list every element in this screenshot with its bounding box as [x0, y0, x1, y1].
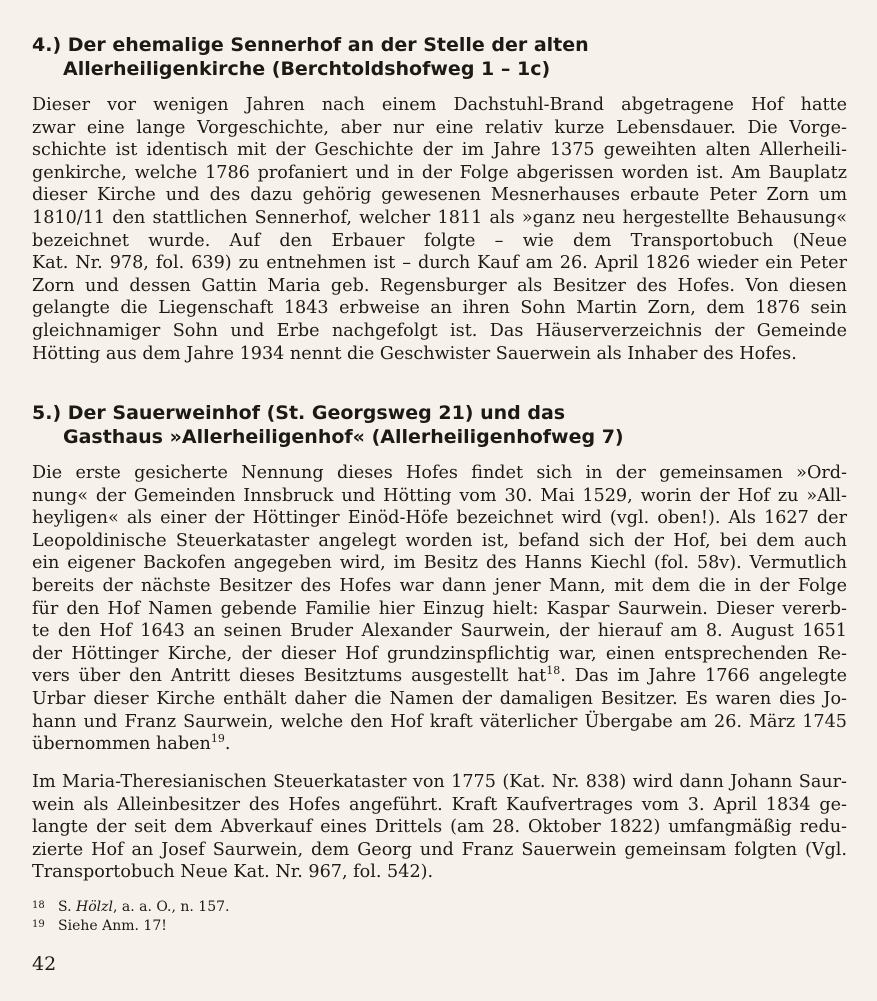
- text-line: Leopoldinische Steuerkataster angelegt worden ist, befand sich der Hof, bei dem auch: [32, 530, 847, 551]
- text-fragment: übernommen haben: [32, 734, 211, 755]
- footnote-text: S.: [58, 899, 76, 915]
- text-line: zierte Hof an Josef Saurwein, dem Georg und Franz Sauerwein gemeinsam folgten (Vgl.: [32, 839, 847, 860]
- footnote-ref-18: 18: [546, 664, 561, 678]
- text-line: Die erste gesicherte Nennung dieses Hofes findet sich in der gemeinsamen »Ord-: [32, 463, 847, 483]
- section-4-heading: [32, 33, 589, 81]
- text-line: Kat. Nr. 978, fol. 639) zu entnehmen ist – durch Kauf am 26. April 1826 wieder ein Peter: [32, 253, 847, 274]
- text-line: gelangte die Liegenschaft 1843 erbweise an ihren Sohn Martin Zorn, dem 1876 sein: [32, 298, 847, 319]
- text-line: genkirche, welche 1786 profaniert und in der Folge abgerissen worden ist. Am Bauplatz: [32, 162, 847, 183]
- text-line: [32, 665, 847, 688]
- text-line: zwar eine lange Vorgeschichte, aber nur eine relativ kurze Lebensdauer. Die Vorge-: [32, 117, 847, 138]
- text-line: übernommen haben$^{19}$.: [32, 732, 231, 755]
- text-line: schichte ist identisch mit der Geschichte der im Jahre 1375 geweihten alten Allerheili-: [32, 140, 847, 161]
- text-fragment: vers über den Antritt dieses Besitztums ausgestellt hat: [32, 666, 547, 687]
- footnote-number: 18: [32, 900, 45, 911]
- page-number: 42: [32, 953, 57, 975]
- text-line: gleichnamiger Sohn und Erbe nachgefolgt ist. Das Häuserverzeichnis der Gemeinde: [32, 320, 847, 341]
- section-5-heading-line-1: 5.) Der Sauerweinhof (St. Georgsweg 21) und das: [32, 402, 566, 424]
- text-fragment: . Das im Jahre 1766 angelegte: [560, 666, 847, 687]
- text-line: Hötting aus dem Jahre 1934 nennt die Geschwister Sauerwein als Inhaber des Hofes.: [32, 343, 797, 364]
- footnote-text: Siehe Anm. 17!: [58, 918, 167, 934]
- text-line: Dieser vor wenigen Jahren nach einem Dachstuhl-Brand abgetragene Hof hatte: [32, 95, 847, 115]
- section-5-paragraph-2: [32, 771, 847, 884]
- footnote-text: , a. a. O., n. 157.: [112, 899, 230, 915]
- text-line: Urbar dieser Kirche enthält daher die Namen der damaligen Besitzer. Es waren dies Jo-: [32, 688, 847, 709]
- section-4-paragraph: [32, 94, 847, 365]
- text-line: hann und Franz Saurwein, welche den Hof kraft väterlicher Übergabe am 26. März 1745: [32, 711, 847, 732]
- text-line: Zorn und dessen Gattin Maria geb. Regensburger als Besitzer des Hofes. Von diesen: [32, 275, 847, 296]
- footnote-18: [32, 896, 229, 917]
- text-line: nung« der Gemeinden Innsbruck und Hötting vom 30. Mai 1529, worin der Hof zu »All-: [32, 485, 847, 506]
- text-line: ein eigener Backofen angegeben wird, im Besitz des Hanns Kiechl (fol. 58v). Vermutlich: [32, 553, 847, 574]
- footnote-number: 19: [32, 919, 45, 930]
- text-line: bereits der nächste Besitzer des Hofes war dann jener Mann, mit dem die in der Folge: [32, 575, 847, 596]
- text-line: der Höttinger Kirche, der dieser Hof grundzinspflichtig war, einen entsprechenden Re-: [32, 643, 847, 664]
- text-line: 1810/11 den stattlichen Sennerhof, welcher 1811 als »ganz neu hergestellte Behausung«: [32, 207, 847, 228]
- text-line: Transportobuch Neue Kat. Nr. 967, fol. 542).: [32, 862, 434, 883]
- text-line: für den Hof Namen gebende Familie hier Einzug hielt: Kaspar Saurwein. Dieser vererb-: [32, 598, 847, 619]
- text-line: Im Maria-Theresianischen Steuerkataster von 1775 (Kat. Nr. 838) wird dann Johann Saur-: [32, 772, 847, 792]
- text-line: langte der seit dem Abverkauf eines Drittels (am 28. Oktober 1822) umfangmäßig redu-: [32, 817, 847, 838]
- text-line: dieser Kirche und des dazu gehörig gewesenen Mesnerhauses erbaute Peter Zorn um: [32, 185, 847, 206]
- footnote-ref-19: 19: [210, 732, 225, 746]
- section-4-heading-line-1: 4.) Der ehemalige Sennerhof an der Stelle der alten: [32, 34, 589, 56]
- section-5-heading: [32, 401, 624, 449]
- section-5-heading-line-2: Gasthaus »Allerheiligenhof« (Allerheiligenhofweg 7): [63, 426, 624, 448]
- text-line: bezeichnet wurde. Auf den Erbauer folgte – wie dem Transportobuch (Neue: [32, 230, 847, 251]
- section-4-heading-line-2: Allerheiligenkirche (Berchtoldshofweg 1 – 1c): [63, 58, 551, 80]
- section-5-paragraph-1: [32, 462, 847, 756]
- footnote-author: Hölzl: [76, 899, 113, 915]
- footnote-19: [32, 915, 167, 936]
- text-line: te den Hof 1643 an seinen Bruder Alexander Saurwein, der hierauf am 8. August 1651: [32, 621, 847, 642]
- text-line: wein als Alleinbesitzer des Hofes angeführt. Kraft Kaufvertrages vom 3. April 1834 ge-: [32, 794, 847, 815]
- text-line: heyligen« als einer der Höttinger Einöd-Höfe bezeichnet wird (vgl. oben!). Als 1627 der: [32, 508, 847, 529]
